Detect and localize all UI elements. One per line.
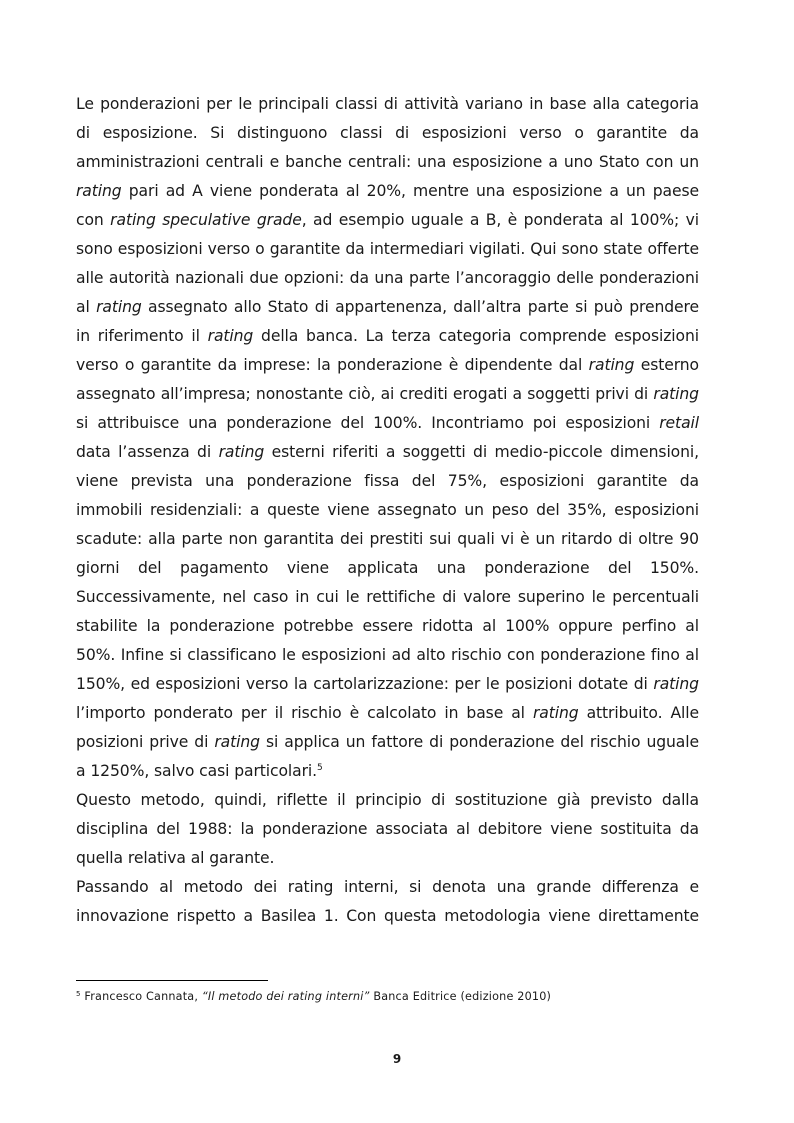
- footnote-author: Francesco Cannata,: [84, 990, 202, 1003]
- footnote-reference[interactable]: 5: [317, 763, 323, 773]
- footnote-number: 5: [76, 990, 81, 998]
- paragraph-3: Passando al metodo dei rating interni, si denota una grande differenza e innovazione rispetto a Basilea 1. Con questa metodologia viene direttamente: [76, 878, 699, 925]
- page-number: 9: [392, 1052, 402, 1066]
- footnote-separator: [76, 980, 268, 981]
- body-text: [76, 90, 699, 931]
- footnote-title: “Il metodo dei rating interni”: [201, 990, 370, 1003]
- paragraph-1: Le ponderazioni per le principali classi di attività variano in base alla categoria di esposizione. Si distinguono classi di esposizioni verso o garantite da amministrazioni centrali e banche centrali: una esposizione a uno Stato con un rating pari ad A viene ponderata al 20%, mentre una esposizione a un paese con rating speculative grade, ad esempio uguale a B, è ponderata al 100%; vi sono esposizioni verso o garantite da intermediari vigilati. Qui sono state offerte alle autorità nazionali due opzioni: da una parte l’ancoraggio delle ponderazioni al rating assegnato allo Stato di appartenenza, dall’altra parte si può prendere in riferimento il rating della banca. La terza categoria comprende esposizioni verso o garantite da imprese: la ponderazione è dipendente dal rating esterno assegnato all’impresa; nonostante ciò, ai crediti erogati a soggetti privi di rating si attribuisce una ponderazione del 100%. Incontriamo poi esposizioni retail data l’assenza di rating esterni riferiti a soggetti di medio-piccole dimensioni, viene prevista una ponderazione fissa del 75%, esposizioni garantite da immobili residenziali: a queste viene assegnato un peso del 35%, esposizioni scadute: alla parte non garantita dei prestiti sui quali vi è un ritardo di oltre 90 giorni del pagamento viene applicata una ponderazione del 150%. Successivamente, nel caso in cui le rettifiche di valore superino le percentuali stabilite la ponderazione potrebbe essere ridotta al 100% oppure perfino al 50%. Infine si classificano le esposizioni ad alto rischio con ponderazione fino al 150%, ed esposizioni verso la cartolarizzazione: per le posizioni dotate di rating l’importo ponderato per il rischio è calcolato in base al rating attribuito. Alle posizioni prive di rating si applica un fattore di ponderazione del rischio uguale a 1250%, salvo casi particolari.$^5$: [76, 95, 699, 780]
- footnote-publisher: Banca Editrice (edizione 2010): [369, 990, 552, 1003]
- paragraph-2: Questo metodo, quindi, riflette il principio di sostituzione già previsto dalla disciplina del 1988: la ponderazione associata al debitore viene sostituita da quella relativa al garante.: [76, 791, 699, 867]
- footnote: [76, 990, 699, 1004]
